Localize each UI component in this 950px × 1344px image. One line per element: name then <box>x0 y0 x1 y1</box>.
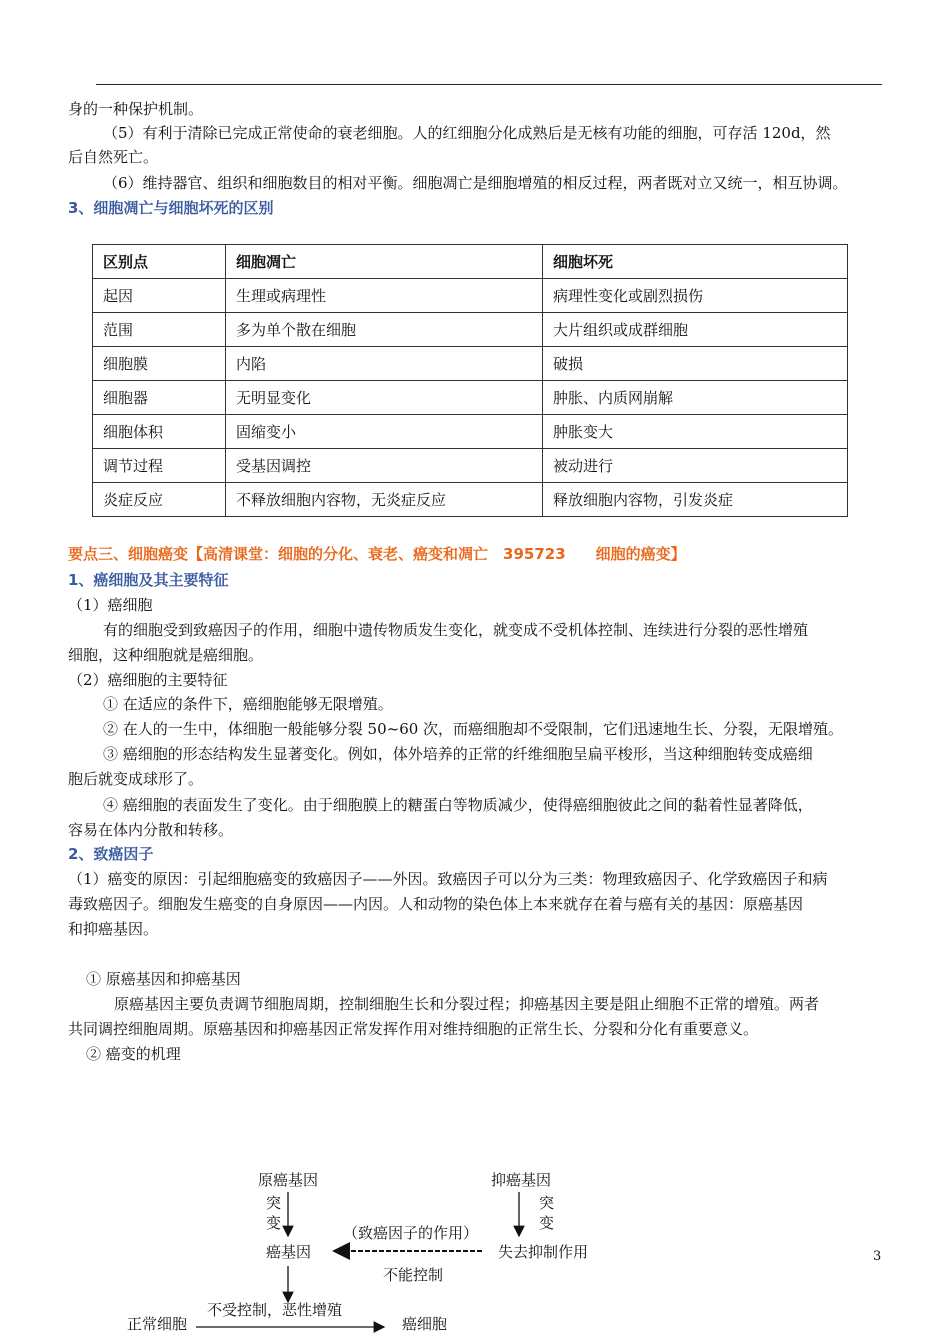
feature-item: ② 在人的一生中，体细胞一般能够分裂 50~60 次，而癌细胞却不受限制，它们迅速地生长、分裂，无限增殖。 <box>103 720 844 738</box>
text-line: 容易在体内分散和转移。 <box>68 821 234 839</box>
table-cell: 病理性变化或剧烈损伤 <box>543 279 848 313</box>
text-line: 细胞，这种细胞就是癌细胞。 <box>68 646 264 664</box>
factor-note: （致癌因子的作用） <box>343 1224 479 1242</box>
table-header-cell: 细胞坏死 <box>543 245 848 279</box>
table-cell: 大片组织或成群细胞 <box>543 313 848 347</box>
mutation-label: 突 <box>539 1194 555 1212</box>
lose-suppression-label: 失去抑制作用 <box>498 1243 589 1261</box>
table-cell: 肿胀、内质网崩解 <box>543 381 848 415</box>
uncontrolled-growth-label: 不受控制，恶性增殖 <box>207 1301 343 1319</box>
cannot-control-label: 不能控制 <box>383 1266 444 1284</box>
table-header-cell: 细胞凋亡 <box>226 245 543 279</box>
table-cell: 固缩变小 <box>226 415 543 449</box>
table-cell: 受基因调控 <box>226 449 543 483</box>
table-cell: 多为单个散在细胞 <box>226 313 543 347</box>
table-cell: 生理或病理性 <box>226 279 543 313</box>
table-cell: 不释放细胞内容物，无炎症反应 <box>226 483 543 517</box>
subheading: ② 癌变的机理 <box>86 1045 181 1063</box>
mutation-label: 突 <box>266 1194 282 1212</box>
section-heading: 3、细胞凋亡与细胞坏死的区别 <box>68 199 274 217</box>
feature-item: ④ 癌细胞的表面发生了变化。由于细胞膜上的糖蛋白等物质减少，使得癌细胞彼此之间的黏着性显著降低， <box>103 796 813 814</box>
text-line: 后自然死亡。 <box>68 148 159 166</box>
subheading: ① 原癌基因和抑癌基因 <box>86 970 241 988</box>
table-cell: 炎症反应 <box>93 483 226 517</box>
table-cell: 释放细胞内容物，引发炎症 <box>543 483 848 517</box>
table-cell: 内陷 <box>226 347 543 381</box>
cancer-cell-label: 癌细胞 <box>402 1315 448 1333</box>
table-cell: 起因 <box>93 279 226 313</box>
text-line: 毒致癌因子。细胞发生癌变的自身原因——内因。人和动物的染色体上本来就存在着与癌有关的基因：原癌基因 <box>68 895 804 913</box>
section-heading: 1、癌细胞及其主要特征 <box>68 571 229 589</box>
text-line: 胞后就变成球形了。 <box>68 770 204 788</box>
oncogene-label: 癌基因 <box>266 1243 312 1261</box>
normal-cell-label: 正常细胞 <box>127 1315 188 1333</box>
feature-item: ③ 癌细胞的形态结构发生显著变化。例如，体外培养的正常的纤维细胞呈扁平梭形，当这种细胞转变成癌细 <box>103 745 813 763</box>
proto-oncogene-label: 原癌基因 <box>258 1171 319 1189</box>
text-line: 和抑癌基因。 <box>68 920 159 938</box>
table-cell: 调节过程 <box>93 449 226 483</box>
page-number: 3 <box>873 1249 882 1264</box>
text-line: 有的细胞受到致癌因子的作用，细胞中遗传物质发生变化，就变成不受机体控制、连续进行分裂的恶性增殖 <box>103 621 809 639</box>
suppressor-gene-label: 抑癌基因 <box>491 1171 552 1189</box>
table-cell: 被动进行 <box>543 449 848 483</box>
table-cell: 细胞膜 <box>93 347 226 381</box>
text-line: （5）有利于清除已完成正常使命的衰老细胞。人的红细胞分化成熟后是无核有功能的细胞，可存活 120d，然 <box>103 124 831 142</box>
feature-item: ① 在适应的条件下，癌细胞能够无限增殖。 <box>103 695 393 713</box>
table-cell: 肿胀变大 <box>543 415 848 449</box>
text-line: 原癌基因主要负责调节细胞周期，控制细胞生长和分裂过程；抑癌基因主要是阻止细胞不正常的增殖。两者 <box>114 995 820 1013</box>
text-line: 身的一种保护机制。 <box>68 100 204 118</box>
section-heading: 2、致癌因子 <box>68 845 154 863</box>
mutation-label: 变 <box>266 1214 282 1232</box>
subheading: （2）癌细胞的主要特征 <box>68 671 228 689</box>
table-cell: 无明显变化 <box>226 381 543 415</box>
table-cell: 细胞体积 <box>93 415 226 449</box>
text-line: （1）癌变的原因：引起细胞癌变的致癌因子——外因。致癌因子可以分为三类：物理致癌因子、化学致癌因子和病 <box>68 870 828 888</box>
table-cell: 破损 <box>543 347 848 381</box>
keypoint-heading: 要点三、细胞癌变【高清课堂：细胞的分化、衰老、癌变和凋亡 395723 细胞的癌变】 <box>68 545 686 563</box>
table-header-cell: 区别点 <box>93 245 226 279</box>
subheading: （1）癌细胞 <box>68 596 153 614</box>
text-line: 共同调控细胞周期。原癌基因和抑癌基因正常发挥作用对维持细胞的正常生长、分裂和分化有重要意义。 <box>68 1020 759 1038</box>
text-line: （6）维持器官、组织和细胞数目的相对平衡。细胞凋亡是细胞增殖的相反过程，两者既对立又统一，相互协调。 <box>103 174 848 192</box>
table-cell: 范围 <box>93 313 226 347</box>
table-cell: 细胞器 <box>93 381 226 415</box>
mutation-label: 变 <box>539 1214 555 1232</box>
